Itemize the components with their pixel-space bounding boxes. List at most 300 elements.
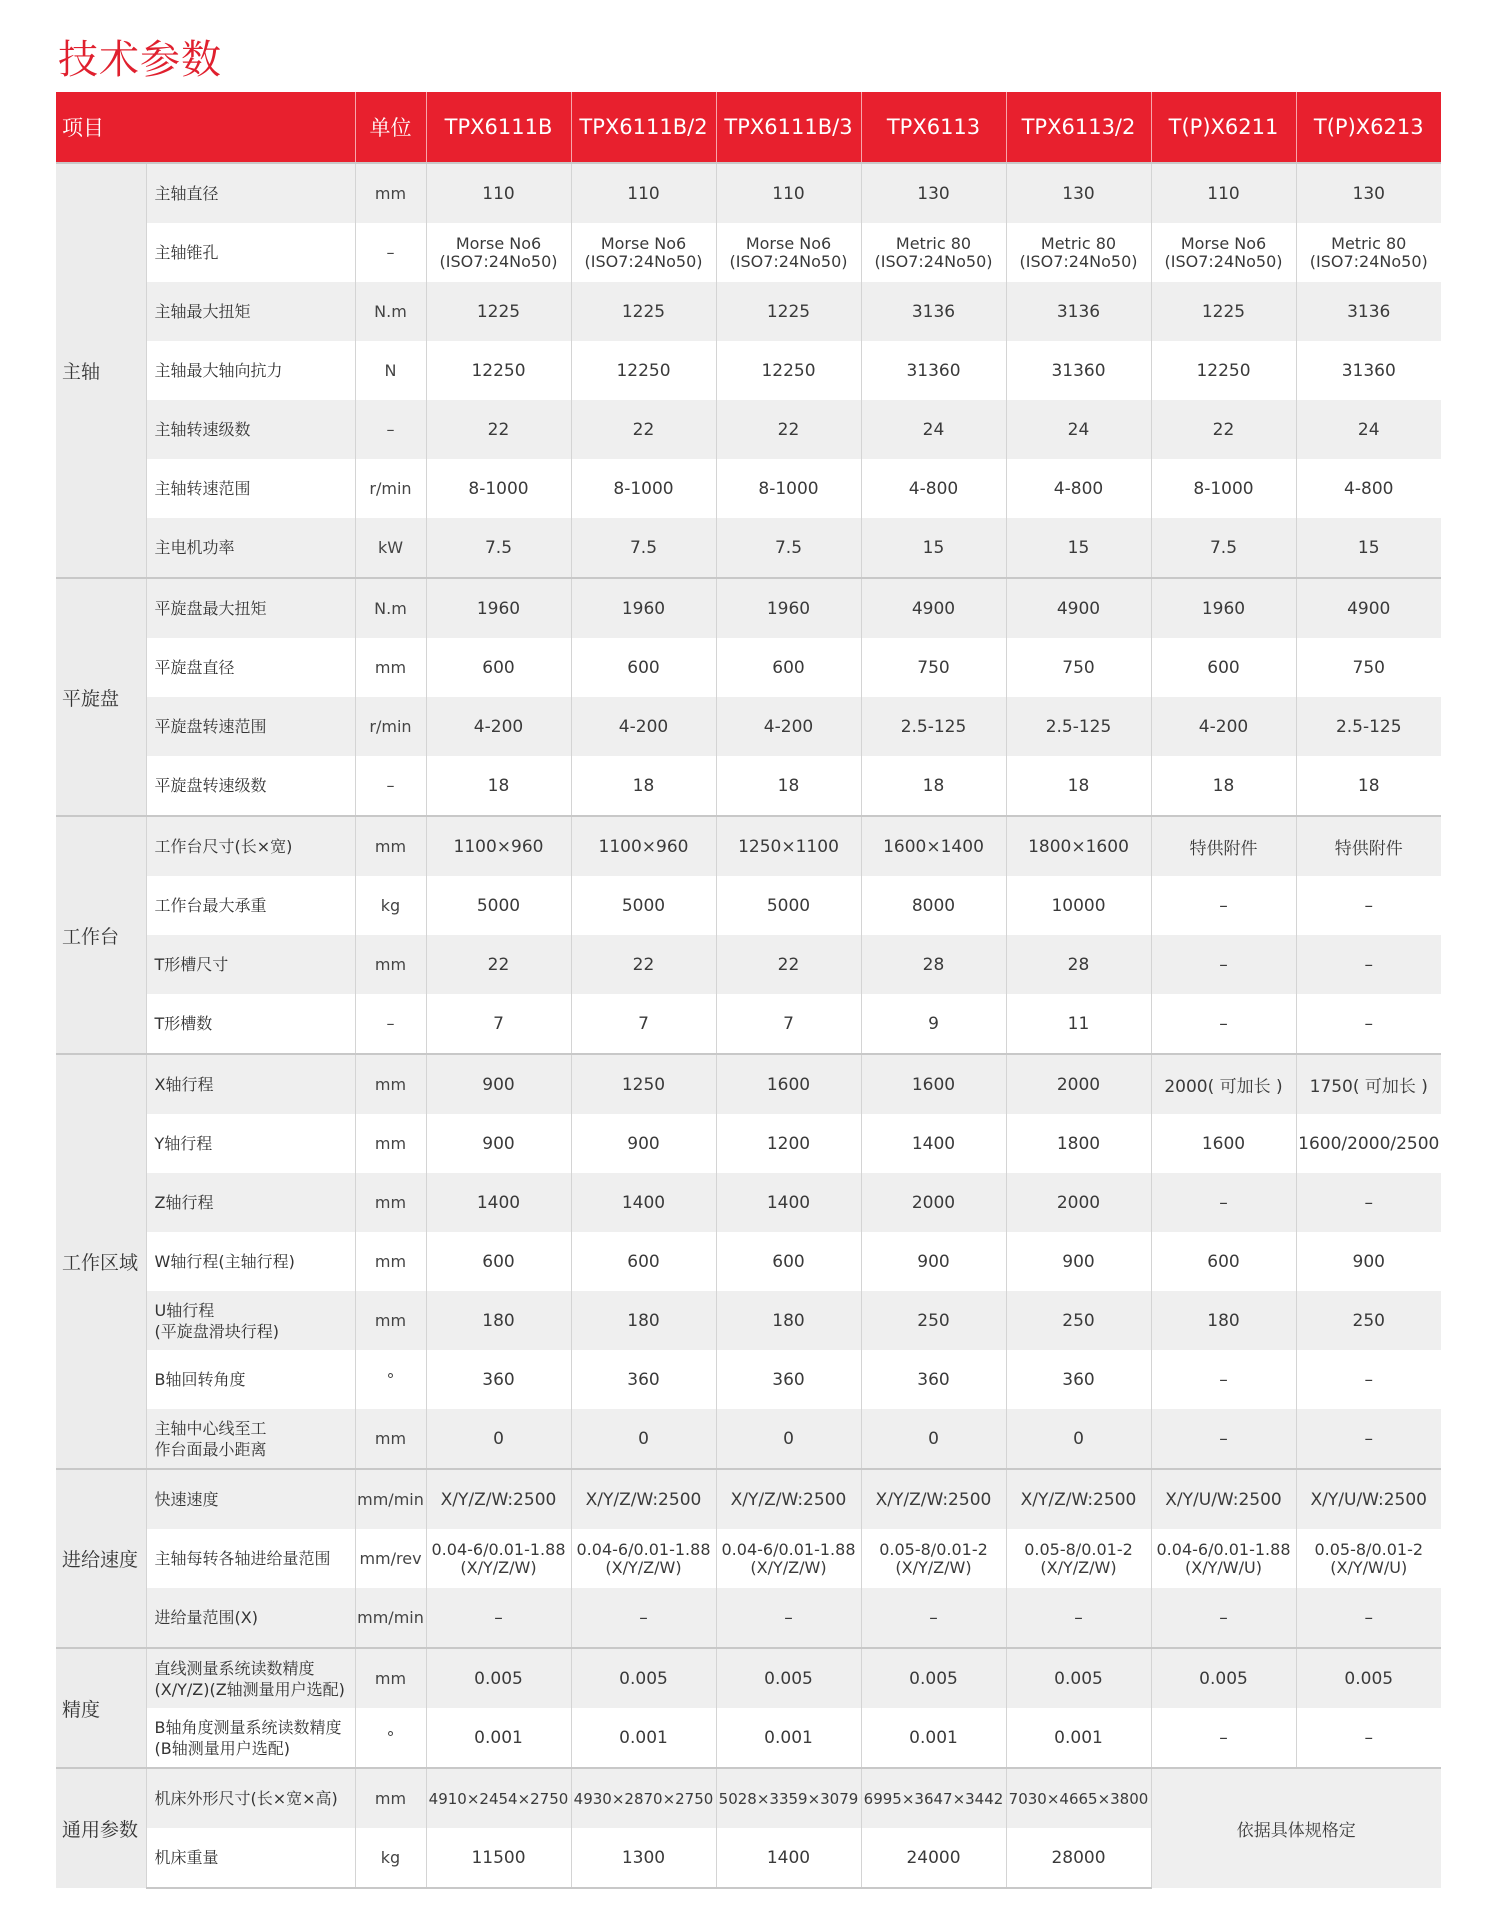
- row-unit: –: [355, 400, 426, 459]
- table-cell: 130: [1006, 163, 1151, 223]
- header-model: TPX6111B/3: [716, 92, 861, 163]
- table-cell: 600: [571, 1232, 716, 1291]
- table-cell: 0.001: [716, 1708, 861, 1768]
- table-cell: 7.5: [571, 518, 716, 578]
- table-cell: 0.001: [571, 1708, 716, 1768]
- table-cell: 6995×3647×3442: [861, 1768, 1006, 1828]
- table-cell: 22: [571, 935, 716, 994]
- table-cell: 18: [1296, 756, 1441, 816]
- table-cell: 0.005: [1296, 1648, 1441, 1708]
- table-row: [56, 1648, 1441, 1708]
- table-cell: 0: [861, 1409, 1006, 1469]
- table-cell: 8-1000: [571, 459, 716, 518]
- table-row: [56, 935, 1441, 994]
- table-cell: 0: [1006, 1409, 1151, 1469]
- row-unit: kg: [355, 876, 426, 935]
- table-cell: 12250: [571, 341, 716, 400]
- table-cell: 0.04-6/0.01-1.88 (X/Y/Z/W): [571, 1529, 716, 1588]
- row-item-label: 快速速度: [146, 1469, 355, 1529]
- table-cell: 18: [716, 756, 861, 816]
- table-cell: 8-1000: [426, 459, 571, 518]
- row-item-label: B轴回转角度: [146, 1350, 355, 1409]
- table-cell: 1960: [426, 578, 571, 638]
- table-cell: 22: [1151, 400, 1296, 459]
- table-cell: 特供附件: [1296, 816, 1441, 876]
- header-model: T(P)X6213: [1296, 92, 1441, 163]
- table-cell: 4900: [1006, 578, 1151, 638]
- table-row: [56, 518, 1441, 578]
- table-cell: 600: [426, 1232, 571, 1291]
- table-row: [56, 1588, 1441, 1648]
- table-cell: 0.04-6/0.01-1.88 (X/Y/Z/W): [716, 1529, 861, 1588]
- row-unit: N: [355, 341, 426, 400]
- table-cell: 0.05-8/0.01-2 (X/Y/Z/W): [1006, 1529, 1151, 1588]
- table-row: [56, 1409, 1441, 1469]
- table-cell: 1225: [1151, 282, 1296, 341]
- table-row: [56, 756, 1441, 816]
- table-cell: –: [1151, 994, 1296, 1054]
- table-cell: 600: [426, 638, 571, 697]
- table-cell: –: [1296, 1588, 1441, 1648]
- section-group-label: 工作区域: [56, 1054, 146, 1469]
- table-cell: 5000: [716, 876, 861, 935]
- table-cell: 1960: [716, 578, 861, 638]
- table-cell: Metric 80 (ISO7:24No50): [1006, 223, 1151, 282]
- table-cell: 1960: [571, 578, 716, 638]
- table-row: [56, 994, 1441, 1054]
- table-cell: 12250: [716, 341, 861, 400]
- table-cell: 360: [861, 1350, 1006, 1409]
- table-cell: 1250×1100: [716, 816, 861, 876]
- table-cell: 22: [716, 935, 861, 994]
- table-row: [56, 341, 1441, 400]
- table-cell: 1600: [716, 1054, 861, 1114]
- table-cell: X/Y/Z/W:2500: [861, 1469, 1006, 1529]
- table-cell: 特供附件: [1151, 816, 1296, 876]
- table-cell: –: [426, 1588, 571, 1648]
- table-row: [56, 1529, 1441, 1588]
- table-cell: –: [1151, 1708, 1296, 1768]
- table-cell: –: [571, 1588, 716, 1648]
- row-item-label: Z轴行程: [146, 1173, 355, 1232]
- row-item-label: 机床外形尺寸(长×宽×高): [146, 1768, 355, 1828]
- row-item-label: 主轴最大扭矩: [146, 282, 355, 341]
- table-cell: 18: [1006, 756, 1151, 816]
- table-cell: 2000: [1006, 1054, 1151, 1114]
- table-cell: 750: [1296, 638, 1441, 697]
- table-cell: 5000: [571, 876, 716, 935]
- header-model: TPX6111B/2: [571, 92, 716, 163]
- table-row: [56, 697, 1441, 756]
- row-unit: mm: [355, 1054, 426, 1114]
- table-cell: 900: [426, 1054, 571, 1114]
- table-cell: 600: [571, 638, 716, 697]
- header-model: T(P)X6211: [1151, 92, 1296, 163]
- table-cell: 1400: [571, 1173, 716, 1232]
- table-cell: 4-800: [1006, 459, 1151, 518]
- table-cell: –: [1296, 876, 1441, 935]
- table-cell: 2000( 可加长 ): [1151, 1054, 1296, 1114]
- table-cell: 24: [861, 400, 1006, 459]
- table-cell: 180: [571, 1291, 716, 1350]
- table-cell: 10000: [1006, 876, 1151, 935]
- table-cell: 24000: [861, 1828, 1006, 1888]
- table-cell: –: [1151, 876, 1296, 935]
- row-unit: mm: [355, 1232, 426, 1291]
- row-unit: mm/min: [355, 1588, 426, 1648]
- row-item-label: 主轴锥孔: [146, 223, 355, 282]
- table-cell: 28: [861, 935, 1006, 994]
- header-model: TPX6111B: [426, 92, 571, 163]
- table-cell: 22: [426, 935, 571, 994]
- row-item-label: 机床重量: [146, 1828, 355, 1888]
- row-item-label: 平旋盘转速范围: [146, 697, 355, 756]
- table-cell: 1100×960: [426, 816, 571, 876]
- row-item-label: 直线测量系统读数精度 (X/Y/Z)(Z轴测量用户选配): [146, 1648, 355, 1708]
- row-unit: mm: [355, 163, 426, 223]
- table-cell: 4-200: [426, 697, 571, 756]
- table-cell: 1100×960: [571, 816, 716, 876]
- row-unit: N.m: [355, 282, 426, 341]
- section-group-label: 进给速度: [56, 1469, 146, 1648]
- table-cell: 1400: [716, 1173, 861, 1232]
- row-item-label: 主轴最大轴向抗力: [146, 341, 355, 400]
- row-unit: mm: [355, 816, 426, 876]
- table-cell: 22: [571, 400, 716, 459]
- table-cell: 1400: [861, 1114, 1006, 1173]
- table-cell: 7.5: [1151, 518, 1296, 578]
- table-cell: 11500: [426, 1828, 571, 1888]
- table-cell: 5000: [426, 876, 571, 935]
- table-cell: 1960: [1151, 578, 1296, 638]
- table-cell: 110: [716, 163, 861, 223]
- row-item-label: 主电机功率: [146, 518, 355, 578]
- table-cell: –: [861, 1588, 1006, 1648]
- table-cell: 12250: [1151, 341, 1296, 400]
- table-cell: 24: [1006, 400, 1151, 459]
- table-cell: 900: [1006, 1232, 1151, 1291]
- row-item-label: 工作台最大承重: [146, 876, 355, 935]
- table-cell: –: [716, 1588, 861, 1648]
- table-cell: 5028×3359×3079: [716, 1768, 861, 1828]
- table-row: [56, 1350, 1441, 1409]
- table-row: [56, 1232, 1441, 1291]
- row-item-label: 主轴转速范围: [146, 459, 355, 518]
- row-item-label: T形槽数: [146, 994, 355, 1054]
- table-cell: 4-200: [1151, 697, 1296, 756]
- table-cell: 4900: [861, 578, 1006, 638]
- table-cell: –: [1151, 1350, 1296, 1409]
- header-row: [56, 92, 1441, 163]
- table-cell: 2.5-125: [1006, 697, 1151, 756]
- row-unit: –: [355, 994, 426, 1054]
- table-cell: 15: [1296, 518, 1441, 578]
- table-row: [56, 282, 1441, 341]
- row-item-label: 平旋盘直径: [146, 638, 355, 697]
- table-cell: 24: [1296, 400, 1441, 459]
- header-unit: 单位: [355, 92, 426, 163]
- table-cell: 250: [1296, 1291, 1441, 1350]
- table-cell: X/Y/Z/W:2500: [1006, 1469, 1151, 1529]
- table-cell: 1600×1400: [861, 816, 1006, 876]
- table-cell: 1800×1600: [1006, 816, 1151, 876]
- row-item-label: 主轴转速级数: [146, 400, 355, 459]
- table-cell: 0.04-6/0.01-1.88 (X/Y/W/U): [1151, 1529, 1296, 1588]
- row-unit: mm: [355, 1114, 426, 1173]
- table-cell: 2000: [1006, 1173, 1151, 1232]
- table-cell: 18: [426, 756, 571, 816]
- row-item-label: Y轴行程: [146, 1114, 355, 1173]
- table-cell: 28000: [1006, 1828, 1151, 1888]
- table-cell: 1250: [571, 1054, 716, 1114]
- table-row: [56, 163, 1441, 223]
- table-cell: 900: [861, 1232, 1006, 1291]
- row-unit: kg: [355, 1828, 426, 1888]
- table-cell: 360: [1006, 1350, 1151, 1409]
- table-cell: 900: [426, 1114, 571, 1173]
- table-cell: –: [1296, 935, 1441, 994]
- row-item-label: 工作台尺寸(长×宽): [146, 816, 355, 876]
- table-cell: 2000: [861, 1173, 1006, 1232]
- table-cell: X/Y/U/W:2500: [1296, 1469, 1441, 1529]
- table-cell: 0: [716, 1409, 861, 1469]
- table-row: [56, 459, 1441, 518]
- table-cell: –: [1151, 1588, 1296, 1648]
- table-cell: 4-800: [1296, 459, 1441, 518]
- table-cell: 18: [1151, 756, 1296, 816]
- table-cell: 750: [1006, 638, 1151, 697]
- row-unit: –: [355, 223, 426, 282]
- page-title: 技术参数: [58, 37, 222, 83]
- table-row: [56, 1708, 1441, 1768]
- section-group-label: 主轴: [56, 163, 146, 578]
- table-cell: 4930×2870×2750: [571, 1768, 716, 1828]
- table-row: [56, 876, 1441, 935]
- table-cell: 0.05-8/0.01-2 (X/Y/W/U): [1296, 1529, 1441, 1588]
- table-cell: 250: [861, 1291, 1006, 1350]
- table-cell: 4-800: [861, 459, 1006, 518]
- table-cell: Metric 80 (ISO7:24No50): [1296, 223, 1441, 282]
- section-group-label: 工作台: [56, 816, 146, 1054]
- table-cell: 180: [716, 1291, 861, 1350]
- table-cell: 4900: [1296, 578, 1441, 638]
- row-unit: mm: [355, 638, 426, 697]
- table-cell: 0.005: [716, 1648, 861, 1708]
- table-cell: 15: [1006, 518, 1151, 578]
- table-cell: 4-200: [716, 697, 861, 756]
- row-unit: –: [355, 756, 426, 816]
- table-cell: 1225: [426, 282, 571, 341]
- table-cell: 1600/2000/2500: [1296, 1114, 1441, 1173]
- header-item: 项目: [56, 92, 355, 163]
- table-cell: 1400: [716, 1828, 861, 1888]
- table-cell: –: [1151, 935, 1296, 994]
- table-cell: 2.5-125: [861, 697, 1006, 756]
- table-cell: 130: [861, 163, 1006, 223]
- table-cell: –: [1296, 1409, 1441, 1469]
- table-cell: 1300: [571, 1828, 716, 1888]
- row-unit: mm/rev: [355, 1529, 426, 1588]
- row-unit: mm: [355, 1768, 426, 1828]
- table-cell: X/Y/Z/W:2500: [716, 1469, 861, 1529]
- row-unit: mm: [355, 1291, 426, 1350]
- table-cell: 22: [716, 400, 861, 459]
- table-cell: 250: [1006, 1291, 1151, 1350]
- row-item-label: 平旋盘转速级数: [146, 756, 355, 816]
- table-cell: 360: [571, 1350, 716, 1409]
- table-cell: 8-1000: [1151, 459, 1296, 518]
- table-cell: 31360: [861, 341, 1006, 400]
- table-cell: 0.005: [571, 1648, 716, 1708]
- row-unit: °: [355, 1708, 426, 1768]
- table-cell: –: [1151, 1173, 1296, 1232]
- table-cell: Morse No6 (ISO7:24No50): [1151, 223, 1296, 282]
- table-cell: Morse No6 (ISO7:24No50): [571, 223, 716, 282]
- table-cell: 4-200: [571, 697, 716, 756]
- table-row: [56, 1291, 1441, 1350]
- table-cell: –: [1296, 1350, 1441, 1409]
- table-cell: 8-1000: [716, 459, 861, 518]
- table-cell: 7.5: [426, 518, 571, 578]
- table-cell: X/Y/U/W:2500: [1151, 1469, 1296, 1529]
- table-cell: 9: [861, 994, 1006, 1054]
- table-cell: 0.001: [426, 1708, 571, 1768]
- table-cell: 22: [426, 400, 571, 459]
- table-cell: 360: [716, 1350, 861, 1409]
- row-item-label: 进给量范围(X): [146, 1588, 355, 1648]
- table-cell: 0.001: [1006, 1708, 1151, 1768]
- row-unit: mm/min: [355, 1469, 426, 1529]
- row-item-label: X轴行程: [146, 1054, 355, 1114]
- table-cell: 130: [1296, 163, 1441, 223]
- table-cell: 31360: [1296, 341, 1441, 400]
- table-cell: 3136: [1006, 282, 1151, 341]
- row-unit: mm: [355, 935, 426, 994]
- row-item-label: 主轴每转各轴进给量范围: [146, 1529, 355, 1588]
- table-cell: –: [1006, 1588, 1151, 1648]
- table-cell: X/Y/Z/W:2500: [571, 1469, 716, 1529]
- row-item-label: T形槽尺寸: [146, 935, 355, 994]
- table-cell: 12250: [426, 341, 571, 400]
- table-cell: 1600: [1151, 1114, 1296, 1173]
- table-cell: 11: [1006, 994, 1151, 1054]
- table-cell: 2.5-125: [1296, 697, 1441, 756]
- table-row: [56, 400, 1441, 459]
- row-unit: °: [355, 1350, 426, 1409]
- table-cell: 600: [716, 638, 861, 697]
- table-cell: 3136: [861, 282, 1006, 341]
- table-row: [56, 816, 1441, 876]
- table-row: [56, 1054, 1441, 1114]
- table-cell: 360: [426, 1350, 571, 1409]
- table-cell: 600: [716, 1232, 861, 1291]
- table-cell: 1225: [716, 282, 861, 341]
- table-cell: 0: [426, 1409, 571, 1469]
- table-cell: 18: [571, 756, 716, 816]
- table-cell: 600: [1151, 1232, 1296, 1291]
- table-cell: 18: [861, 756, 1006, 816]
- table-cell: 28: [1006, 935, 1151, 994]
- table-row: [56, 1768, 1441, 1828]
- table-cell: –: [1296, 1708, 1441, 1768]
- table-cell: –: [1296, 994, 1441, 1054]
- merged-note-cell: 依据具体规格定: [1151, 1768, 1441, 1888]
- section-group-label: 通用参数: [56, 1768, 146, 1888]
- table-cell: Morse No6 (ISO7:24No50): [716, 223, 861, 282]
- table-cell: 7: [571, 994, 716, 1054]
- table-cell: 750: [861, 638, 1006, 697]
- table-cell: 0.05-8/0.01-2 (X/Y/Z/W): [861, 1529, 1006, 1588]
- table-cell: 180: [426, 1291, 571, 1350]
- table-cell: 7030×4665×3800: [1006, 1768, 1151, 1828]
- table-cell: Morse No6 (ISO7:24No50): [426, 223, 571, 282]
- row-item-label: 主轴直径: [146, 163, 355, 223]
- table-cell: 900: [571, 1114, 716, 1173]
- row-unit: r/min: [355, 459, 426, 518]
- table-row: [56, 223, 1441, 282]
- header-model: TPX6113/2: [1006, 92, 1151, 163]
- table-cell: 600: [1151, 638, 1296, 697]
- row-unit: mm: [355, 1648, 426, 1708]
- table-cell: 0.005: [426, 1648, 571, 1708]
- table-cell: 110: [426, 163, 571, 223]
- section-group-label: 平旋盘: [56, 578, 146, 816]
- table-cell: 1750( 可加长 ): [1296, 1054, 1441, 1114]
- row-item-label: W轴行程(主轴行程): [146, 1232, 355, 1291]
- table-cell: 4910×2454×2750: [426, 1768, 571, 1828]
- row-unit: kW: [355, 518, 426, 578]
- table-cell: 180: [1151, 1291, 1296, 1350]
- table-cell: 0.005: [861, 1648, 1006, 1708]
- table-cell: 1400: [426, 1173, 571, 1232]
- table-cell: 8000: [861, 876, 1006, 935]
- table-cell: 900: [1296, 1232, 1441, 1291]
- table-cell: 1800: [1006, 1114, 1151, 1173]
- table-cell: 15: [861, 518, 1006, 578]
- table-row: [56, 1469, 1441, 1529]
- table-cell: 110: [1151, 163, 1296, 223]
- row-unit: r/min: [355, 697, 426, 756]
- section-group-label: 精度: [56, 1648, 146, 1768]
- table-cell: 1200: [716, 1114, 861, 1173]
- table-cell: 0.001: [861, 1708, 1006, 1768]
- table-cell: 31360: [1006, 341, 1151, 400]
- spec-table: [56, 92, 1441, 1889]
- table-cell: 7: [426, 994, 571, 1054]
- row-item-label: 平旋盘最大扭矩: [146, 578, 355, 638]
- row-item-label: B轴角度测量系统读数精度 (B轴测量用户选配): [146, 1708, 355, 1768]
- row-unit: mm: [355, 1173, 426, 1232]
- table-row: [56, 638, 1441, 697]
- table-cell: 7: [716, 994, 861, 1054]
- row-unit: N.m: [355, 578, 426, 638]
- header-model: TPX6113: [861, 92, 1006, 163]
- table-row: [56, 1173, 1441, 1232]
- table-cell: 1225: [571, 282, 716, 341]
- table-cell: 3136: [1296, 282, 1441, 341]
- table-row: [56, 1114, 1441, 1173]
- table-cell: 0.005: [1006, 1648, 1151, 1708]
- table-cell: 0.04-6/0.01-1.88 (X/Y/Z/W): [426, 1529, 571, 1588]
- table-cell: 0.005: [1151, 1648, 1296, 1708]
- table-cell: 110: [571, 163, 716, 223]
- table-cell: 7.5: [716, 518, 861, 578]
- row-unit: mm: [355, 1409, 426, 1469]
- table-cell: 0: [571, 1409, 716, 1469]
- table-cell: Metric 80 (ISO7:24No50): [861, 223, 1006, 282]
- table-cell: X/Y/Z/W:2500: [426, 1469, 571, 1529]
- table-cell: 1600: [861, 1054, 1006, 1114]
